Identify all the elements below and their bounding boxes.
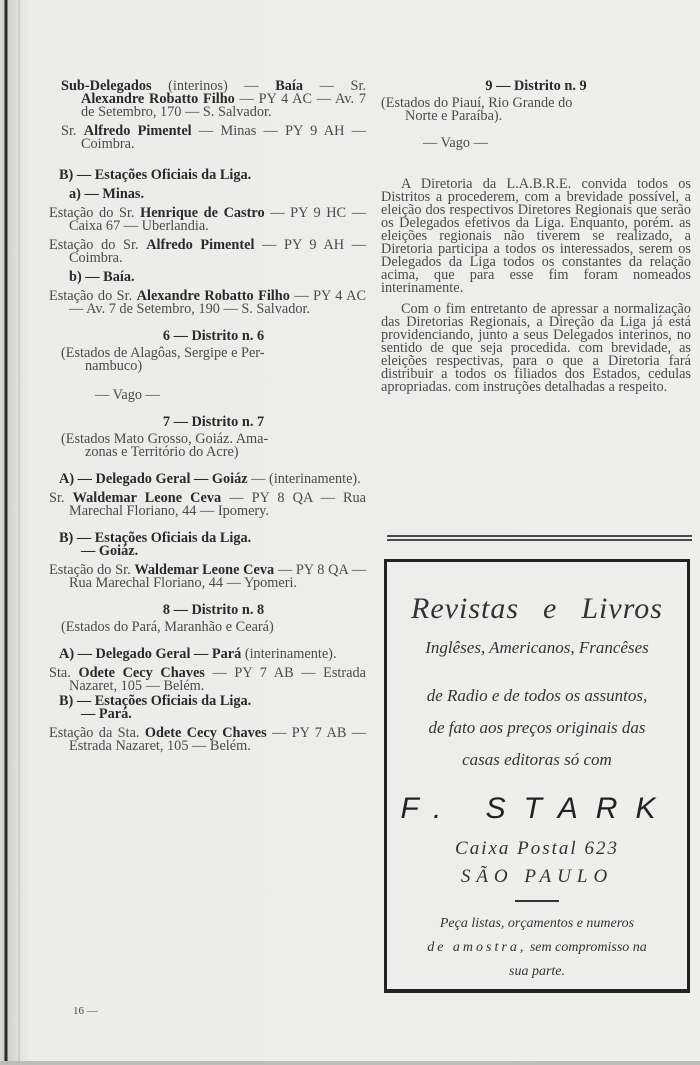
section-heading-text: B) — Estações Oficiais da Liga. bbox=[59, 693, 252, 709]
ad-footer-emphasis: de amostra, bbox=[427, 940, 527, 955]
states-line: (Estados Mato Grosso, Goiáz. Ama- bbox=[61, 431, 269, 447]
district-9-heading bbox=[381, 80, 691, 93]
delegado-geral-label: A) — Delegado Geral — Pará bbox=[59, 646, 242, 662]
title-prefix: Sr. bbox=[49, 490, 73, 506]
station-details: — PY 4 AC — Av. 7 de Setembro, 190 — S. Salvador. bbox=[69, 288, 366, 317]
ad-footer-line: sua parte. bbox=[509, 964, 565, 979]
delegate-entry bbox=[49, 490, 367, 519]
ad-text-line: casas editoras só com bbox=[462, 750, 612, 769]
ad-text-line: de fato aos preços originais das bbox=[428, 718, 646, 737]
vacant-label: — Vago — bbox=[423, 135, 488, 151]
section-heading-text: B) — Estações Oficiais da Liga. bbox=[59, 530, 252, 546]
station-prefix: Estação da Sta. bbox=[49, 725, 145, 741]
delegate-name: Alexandre Robatto Filho bbox=[81, 91, 235, 107]
ad-footer-line bbox=[399, 936, 675, 960]
delegate-name: Alfredo Pimentel bbox=[83, 123, 192, 139]
delegate-address: — PY 8 QA — Rua Marechal Floriano, 44 — Ipomery. bbox=[69, 490, 367, 519]
district-heading-text: 7 — Distrito n. 7 bbox=[162, 414, 265, 430]
announcement-paragraph-2: Com o fim entretanto de apressar a normalização das Diretorias Regionais, a Direção da Liga já está providenciando, junto a seus Delegados interinos, no sentido de que seja procedida. com brevidade, as eleições respectivas, para o que a Diretoria fará distribuir a todos os filiados dos Estados, cedulas apropriadas. com instruções detalhadas a respeito. bbox=[381, 301, 691, 395]
ad-title-word: e bbox=[543, 592, 558, 625]
district-6-heading bbox=[61, 330, 366, 343]
subsection-heading bbox=[61, 188, 366, 201]
station-details: — PY 7 AB — Estrada Nazaret, 105 — Belém. bbox=[69, 725, 367, 754]
delegate-name: Waldemar Leone Ceva bbox=[72, 490, 222, 506]
delegado-geral-heading bbox=[59, 473, 366, 486]
title-prefix: Sr. bbox=[61, 123, 84, 139]
station-entry bbox=[49, 288, 366, 317]
section-heading-text: B) — Estações Oficiais da Liga. bbox=[59, 167, 252, 183]
sub-delegado-minas bbox=[61, 125, 366, 151]
station-entry bbox=[49, 562, 366, 591]
station-owner: Alexandre Robatto Filho bbox=[136, 288, 290, 304]
district-7-states bbox=[61, 433, 366, 459]
states-line: (Estados do Piauí, Rio Grande do bbox=[381, 95, 573, 111]
station-prefix: Estação do Sr. bbox=[49, 237, 147, 253]
subsection-heading bbox=[61, 545, 366, 558]
ad-brand-name: F. STARK bbox=[400, 792, 674, 825]
station-owner: Odete Cecy Chaves bbox=[144, 725, 267, 741]
district-8-states: (Estados do Pará, Maranhão e Ceará) bbox=[61, 619, 274, 635]
subsection-goiaz: — Goiáz. bbox=[81, 543, 139, 559]
station-prefix: Estação do Sr. bbox=[49, 562, 135, 578]
station-prefix: Estação do Sr. bbox=[49, 205, 141, 221]
delegate-address: — PY 7 AB — Estrada Nazaret, 105 — Belém. bbox=[69, 665, 366, 694]
district-heading-text: 9 — Distrito n. 9 bbox=[485, 78, 587, 94]
subsection-minas: a) — Minas. bbox=[69, 186, 145, 202]
station-owner: Alfredo Pimentel bbox=[146, 237, 255, 253]
left-column bbox=[49, 78, 367, 759]
station-entry bbox=[49, 205, 366, 234]
sub-delegados-paragraph bbox=[61, 80, 366, 119]
subsection-baia: b) — Baía. bbox=[69, 269, 135, 285]
ad-footer bbox=[387, 912, 687, 984]
interim-note: (interinamente). bbox=[241, 646, 337, 662]
states-line: (Estados de Alagôas, Sergipe e Per- bbox=[61, 345, 265, 361]
announcement-paragraph-1: A Diretoria da L.A.B.R.E. convida todos os Distritos a procederem, com a brevidade possível, a eleição dos respectivos Diretores Regionais que serão os Delegados efetivos da Liga. Enquanto, porém. as eleições regionais não tiverem se realizado, a Diretoria participa a todos os interessados, serem os Delegados da Liga todos os constantes da relação acima, que para esse fim foram nomeados interinamente. bbox=[381, 176, 691, 296]
district-7-heading bbox=[61, 416, 366, 429]
ad-divider bbox=[515, 900, 559, 902]
district-6-states bbox=[61, 347, 366, 373]
binding-gutter bbox=[18, 0, 20, 1065]
station-entry bbox=[49, 237, 366, 266]
page-bottom-edge bbox=[0, 1061, 700, 1065]
subsection-heading bbox=[61, 708, 366, 721]
delegate-address: — PY 4 AC — Av. 7 de Setembro, 170 — S. Salvador. bbox=[81, 91, 366, 120]
states-line: nambuco) bbox=[85, 358, 143, 374]
sub-delegados-interinos: (interinos) — bbox=[151, 78, 276, 94]
dash: — bbox=[303, 78, 334, 94]
station-details: — PY 9 AH — Coimbra. bbox=[69, 237, 366, 266]
ad-languages: Inglêses, Americanos, Francêses bbox=[425, 638, 649, 657]
state-baia: Baía bbox=[275, 78, 304, 94]
station-entry bbox=[49, 725, 367, 754]
subsection-para: — Pará. bbox=[81, 706, 132, 722]
delegate-entry bbox=[49, 665, 366, 694]
right-column bbox=[381, 80, 691, 402]
advertisement-box bbox=[384, 559, 690, 993]
sub-delegados-label: Sub-Delegados bbox=[61, 78, 152, 94]
subsection-heading bbox=[61, 271, 366, 284]
ad-text-line: de Radio e de todos os assuntos, bbox=[426, 686, 648, 705]
station-details: — PY 9 HC — Caixa 67 — Uberlandia. bbox=[69, 205, 366, 234]
district-heading-text: 6 — Distrito n. 6 bbox=[162, 328, 265, 344]
ad-title-word: Livros bbox=[581, 592, 663, 625]
section-heading bbox=[59, 169, 366, 182]
vacant-label: — Vago — bbox=[95, 387, 160, 403]
ad-title bbox=[387, 592, 687, 626]
station-owner: Waldemar Leone Ceva bbox=[134, 562, 275, 578]
delegate-name: Odete Cecy Chaves bbox=[78, 665, 205, 681]
states-line: zonas e Território do Acre) bbox=[85, 444, 239, 460]
ad-postal-box: Caixa Postal 623 bbox=[455, 838, 619, 859]
district-8-heading bbox=[61, 604, 366, 617]
delegate-address: — Minas — PY 9 AH — Coimbra. bbox=[81, 123, 366, 152]
section-divider bbox=[387, 535, 692, 541]
district-9-states bbox=[381, 97, 691, 123]
ad-footer-text: sem compromisso na bbox=[526, 940, 647, 955]
interim-note: — (interinamente). bbox=[247, 471, 361, 487]
states-line: Norte e Paraíba). bbox=[405, 108, 503, 124]
delegado-geral-heading bbox=[59, 648, 366, 661]
delegado-geral-label: A) — Delegado Geral — Goiáz bbox=[59, 471, 248, 487]
ad-title-word: Revistas bbox=[411, 592, 520, 625]
district-heading-text: 8 — Distrito n. 8 bbox=[162, 602, 265, 618]
station-prefix: Estação do Sr. bbox=[49, 288, 137, 304]
title-prefix: Sr. bbox=[350, 78, 366, 94]
station-details: — PY 8 QA — Rua Marechal Floriano, 44 — Ypomeri. bbox=[69, 562, 366, 591]
page-number: 16 — bbox=[73, 1005, 98, 1017]
station-owner: Henrique de Castro bbox=[140, 205, 265, 221]
title-prefix: Sta. bbox=[49, 665, 79, 681]
ad-city: SÃO PAULO bbox=[460, 866, 614, 887]
ad-footer-line: Peça listas, orçamentos e numeros bbox=[439, 916, 635, 931]
